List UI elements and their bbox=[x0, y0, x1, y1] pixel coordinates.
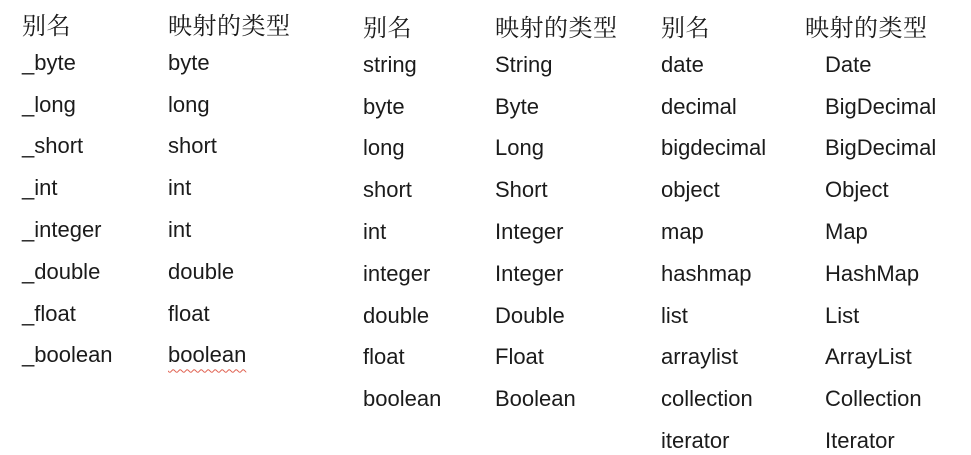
alias-cell: _int bbox=[22, 175, 58, 201]
table-row bbox=[661, 86, 936, 128]
table-row bbox=[22, 251, 291, 293]
alias-cell: int bbox=[363, 219, 387, 245]
alias-cell: collection bbox=[661, 386, 753, 412]
alias-cell: _integer bbox=[22, 217, 102, 243]
type-cell: short bbox=[168, 133, 217, 159]
type-cell: Double bbox=[495, 302, 565, 328]
table-row bbox=[363, 211, 618, 253]
table-row bbox=[22, 209, 291, 251]
type-cell: int bbox=[168, 217, 192, 243]
type-cell: Iterator bbox=[825, 428, 895, 454]
type-cell: BigDecimal bbox=[825, 93, 937, 119]
table-row bbox=[363, 253, 618, 295]
alias-cell: double bbox=[363, 302, 430, 328]
table-row bbox=[363, 128, 618, 170]
alias-cell: list bbox=[661, 302, 688, 328]
type-cell bbox=[168, 342, 246, 368]
alias-cell: date bbox=[661, 51, 704, 77]
alias-table-wrapper bbox=[363, 6, 618, 420]
column-header-alias: 别名 bbox=[661, 14, 710, 42]
table-row bbox=[22, 42, 291, 84]
alias-cell: arraylist bbox=[661, 344, 739, 370]
column-header-type: 映射的类型 bbox=[495, 14, 618, 42]
type-cell: Float bbox=[495, 344, 544, 370]
table-row bbox=[363, 378, 618, 420]
type-cell: long bbox=[168, 91, 210, 117]
type-cell: byte bbox=[168, 49, 210, 75]
alias-table-object bbox=[661, 6, 936, 455]
column-header-alias: 别名 bbox=[22, 12, 71, 40]
type-cell: int bbox=[168, 175, 192, 201]
type-cell: BigDecimal bbox=[825, 135, 937, 161]
type-cell: HashMap bbox=[825, 260, 920, 286]
type-cell: Collection bbox=[825, 386, 922, 412]
type-cell: float bbox=[168, 300, 210, 326]
alias-cell: string bbox=[363, 51, 417, 77]
table-row bbox=[22, 293, 291, 335]
type-cell: Integer bbox=[495, 219, 564, 245]
type-cell: double bbox=[168, 258, 235, 284]
table-row bbox=[661, 378, 936, 420]
alias-cell: iterator bbox=[661, 428, 730, 454]
alias-cell: _byte bbox=[22, 49, 76, 75]
alias-cell: boolean bbox=[363, 386, 442, 412]
alias-cell: decimal bbox=[661, 93, 737, 119]
column-header-alias: 别名 bbox=[363, 14, 412, 42]
alias-cell: short bbox=[363, 177, 412, 203]
table-row bbox=[661, 44, 936, 86]
table-row bbox=[661, 337, 936, 379]
type-cell: Byte bbox=[495, 93, 540, 119]
type-cell: Object bbox=[825, 177, 889, 203]
table-header-row bbox=[22, 4, 291, 42]
alias-cell: _boolean bbox=[22, 342, 113, 368]
alias-cell: float bbox=[363, 344, 405, 370]
table-rows bbox=[22, 42, 291, 376]
column-header-type: 映射的类型 bbox=[168, 12, 291, 40]
table-row bbox=[363, 86, 618, 128]
alias-cell: map bbox=[661, 219, 704, 245]
table-row bbox=[363, 337, 618, 379]
table-row bbox=[22, 126, 291, 168]
table-rows bbox=[661, 44, 936, 455]
type-cell: String bbox=[495, 51, 553, 77]
alias-cell: _long bbox=[22, 91, 76, 117]
table-row bbox=[363, 295, 618, 337]
type-cell: ArrayList bbox=[825, 344, 912, 370]
table-row bbox=[22, 335, 291, 377]
alias-cell: byte bbox=[363, 93, 405, 119]
table-header-row bbox=[363, 6, 618, 44]
table-row bbox=[363, 169, 618, 211]
type-cell: Short bbox=[495, 177, 548, 203]
table-row bbox=[661, 211, 936, 253]
table-rows bbox=[363, 44, 618, 420]
alias-cell: _short bbox=[22, 133, 84, 159]
table-row bbox=[661, 169, 936, 211]
type-cell: Map bbox=[825, 219, 868, 245]
table-row bbox=[363, 44, 618, 86]
table-row bbox=[22, 84, 291, 126]
column-header-type: 映射的类型 bbox=[805, 14, 928, 42]
alias-cell: object bbox=[661, 177, 720, 203]
alias-table-primitive bbox=[22, 4, 291, 376]
type-cell: List bbox=[825, 302, 860, 328]
table-row bbox=[661, 253, 936, 295]
alias-cell: integer bbox=[363, 260, 431, 286]
alias-cell: bigdecimal bbox=[661, 135, 767, 161]
table-row bbox=[661, 420, 936, 455]
type-cell: Integer bbox=[495, 260, 564, 286]
type-cell: Date bbox=[825, 51, 872, 77]
type-cell: Long bbox=[495, 135, 544, 161]
spellcheck-underlined-text: boolean bbox=[168, 342, 247, 368]
alias-cell: hashmap bbox=[661, 260, 752, 286]
alias-cell: _float bbox=[22, 300, 76, 326]
type-cell: Boolean bbox=[495, 386, 576, 412]
table-header-row bbox=[661, 6, 936, 44]
alias-cell: _double bbox=[22, 258, 101, 284]
table-row bbox=[22, 167, 291, 209]
table-row bbox=[661, 295, 936, 337]
table-row bbox=[661, 128, 936, 170]
alias-cell: long bbox=[363, 135, 405, 161]
